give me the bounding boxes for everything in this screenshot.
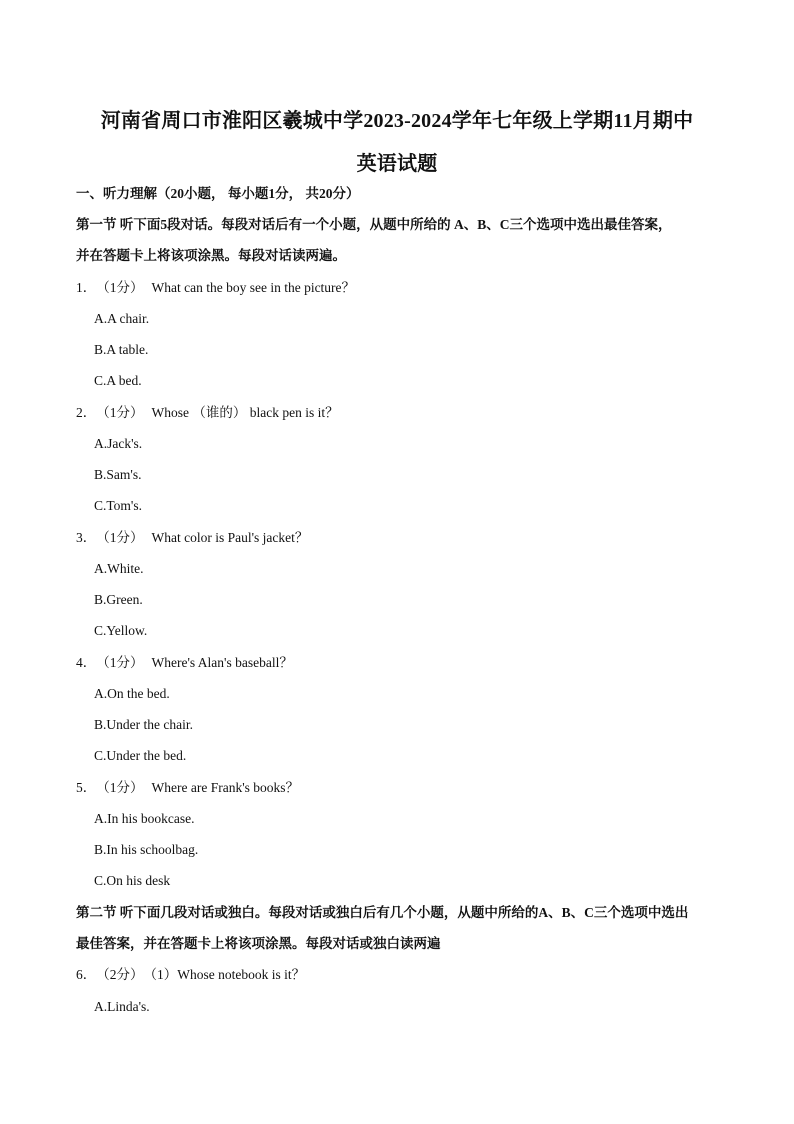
part1-instructions-line1: 第一节 听下面5段对话。每段对话后有一个小题，从题中所给的 A、B、C三个选项中选出最佳答案， bbox=[76, 217, 672, 232]
question-2-option-b: B.Sam's. bbox=[94, 467, 142, 482]
question-score: （2分） bbox=[96, 967, 144, 982]
exam-subtitle: 英语试题 bbox=[356, 153, 438, 175]
question-5-option-b: B.In his schoolbag. bbox=[94, 842, 199, 857]
part2-instructions-line1: 第二节 听下面几段对话或独白。每段对话或独白后有几个小题，从题中所给的A、B、C三个选项中选出 bbox=[76, 905, 689, 920]
question-2-option-a: A.Jack's. bbox=[94, 436, 143, 451]
question-3-option-c: C.Yellow. bbox=[94, 623, 148, 638]
exam-title: 河南省周口市淮阳区羲城中学2023-2024学年七年级上学期11月期中 bbox=[100, 110, 694, 132]
part1-instructions-line2: 并在答题卡上将该项涂黑。每段对话读两遍。 bbox=[76, 248, 346, 263]
question-text: Where are Frank's books？ bbox=[151, 780, 300, 795]
question-score: （1分） bbox=[96, 280, 144, 295]
question-4 bbox=[76, 654, 293, 672]
question-5-option-a: A.In his bookcase. bbox=[94, 811, 195, 826]
question-2-option-c: C.Tom's. bbox=[94, 498, 142, 513]
section-header-listening: 一、听力理解（20小题， 每小题1分， 共20分） bbox=[76, 186, 360, 201]
question-score: （1分） bbox=[96, 780, 144, 795]
question-score: （1分） bbox=[96, 405, 144, 420]
question-1 bbox=[76, 279, 355, 297]
question-4-option-a: A.On the bed. bbox=[94, 686, 170, 701]
question-2 bbox=[76, 404, 339, 422]
question-6-option-a: A.Linda's. bbox=[94, 999, 150, 1014]
question-3-option-b: B.Green. bbox=[94, 592, 143, 607]
question-3 bbox=[76, 529, 308, 547]
question-6 bbox=[76, 966, 305, 984]
question-score: （1分） bbox=[96, 655, 144, 670]
question-4-option-c: C.Under the bed. bbox=[94, 748, 187, 763]
question-number: 2． bbox=[76, 405, 97, 420]
question-5-option-c: C.On his desk bbox=[94, 873, 171, 888]
question-5 bbox=[76, 779, 299, 797]
question-number: 1． bbox=[76, 280, 97, 295]
question-number: 5． bbox=[76, 780, 97, 795]
question-1-option-a: A.A chair. bbox=[94, 311, 150, 326]
question-3-option-a: A.White. bbox=[94, 561, 144, 576]
question-text: Where's Alan's baseball？ bbox=[151, 655, 293, 670]
question-text: Whose （谁的） black pen is it？ bbox=[151, 405, 339, 420]
question-number: 4． bbox=[76, 655, 97, 670]
question-1-option-b: B.A table. bbox=[94, 342, 149, 357]
question-1-option-c: C.A bed. bbox=[94, 373, 142, 388]
question-number: 3． bbox=[76, 530, 97, 545]
question-text: （1）Whose notebook is it？ bbox=[143, 967, 306, 982]
question-score: （1分） bbox=[96, 530, 144, 545]
question-4-option-b: B.Under the chair. bbox=[94, 717, 193, 732]
question-number: 6． bbox=[76, 967, 97, 982]
question-text: What color is Paul's jacket？ bbox=[151, 530, 309, 545]
part2-instructions-line2: 最佳答案，并在答题卡上将该项涂黑。每段对话或独白读两遍 bbox=[76, 936, 441, 951]
question-text: What can the boy see in the picture？ bbox=[151, 280, 356, 295]
